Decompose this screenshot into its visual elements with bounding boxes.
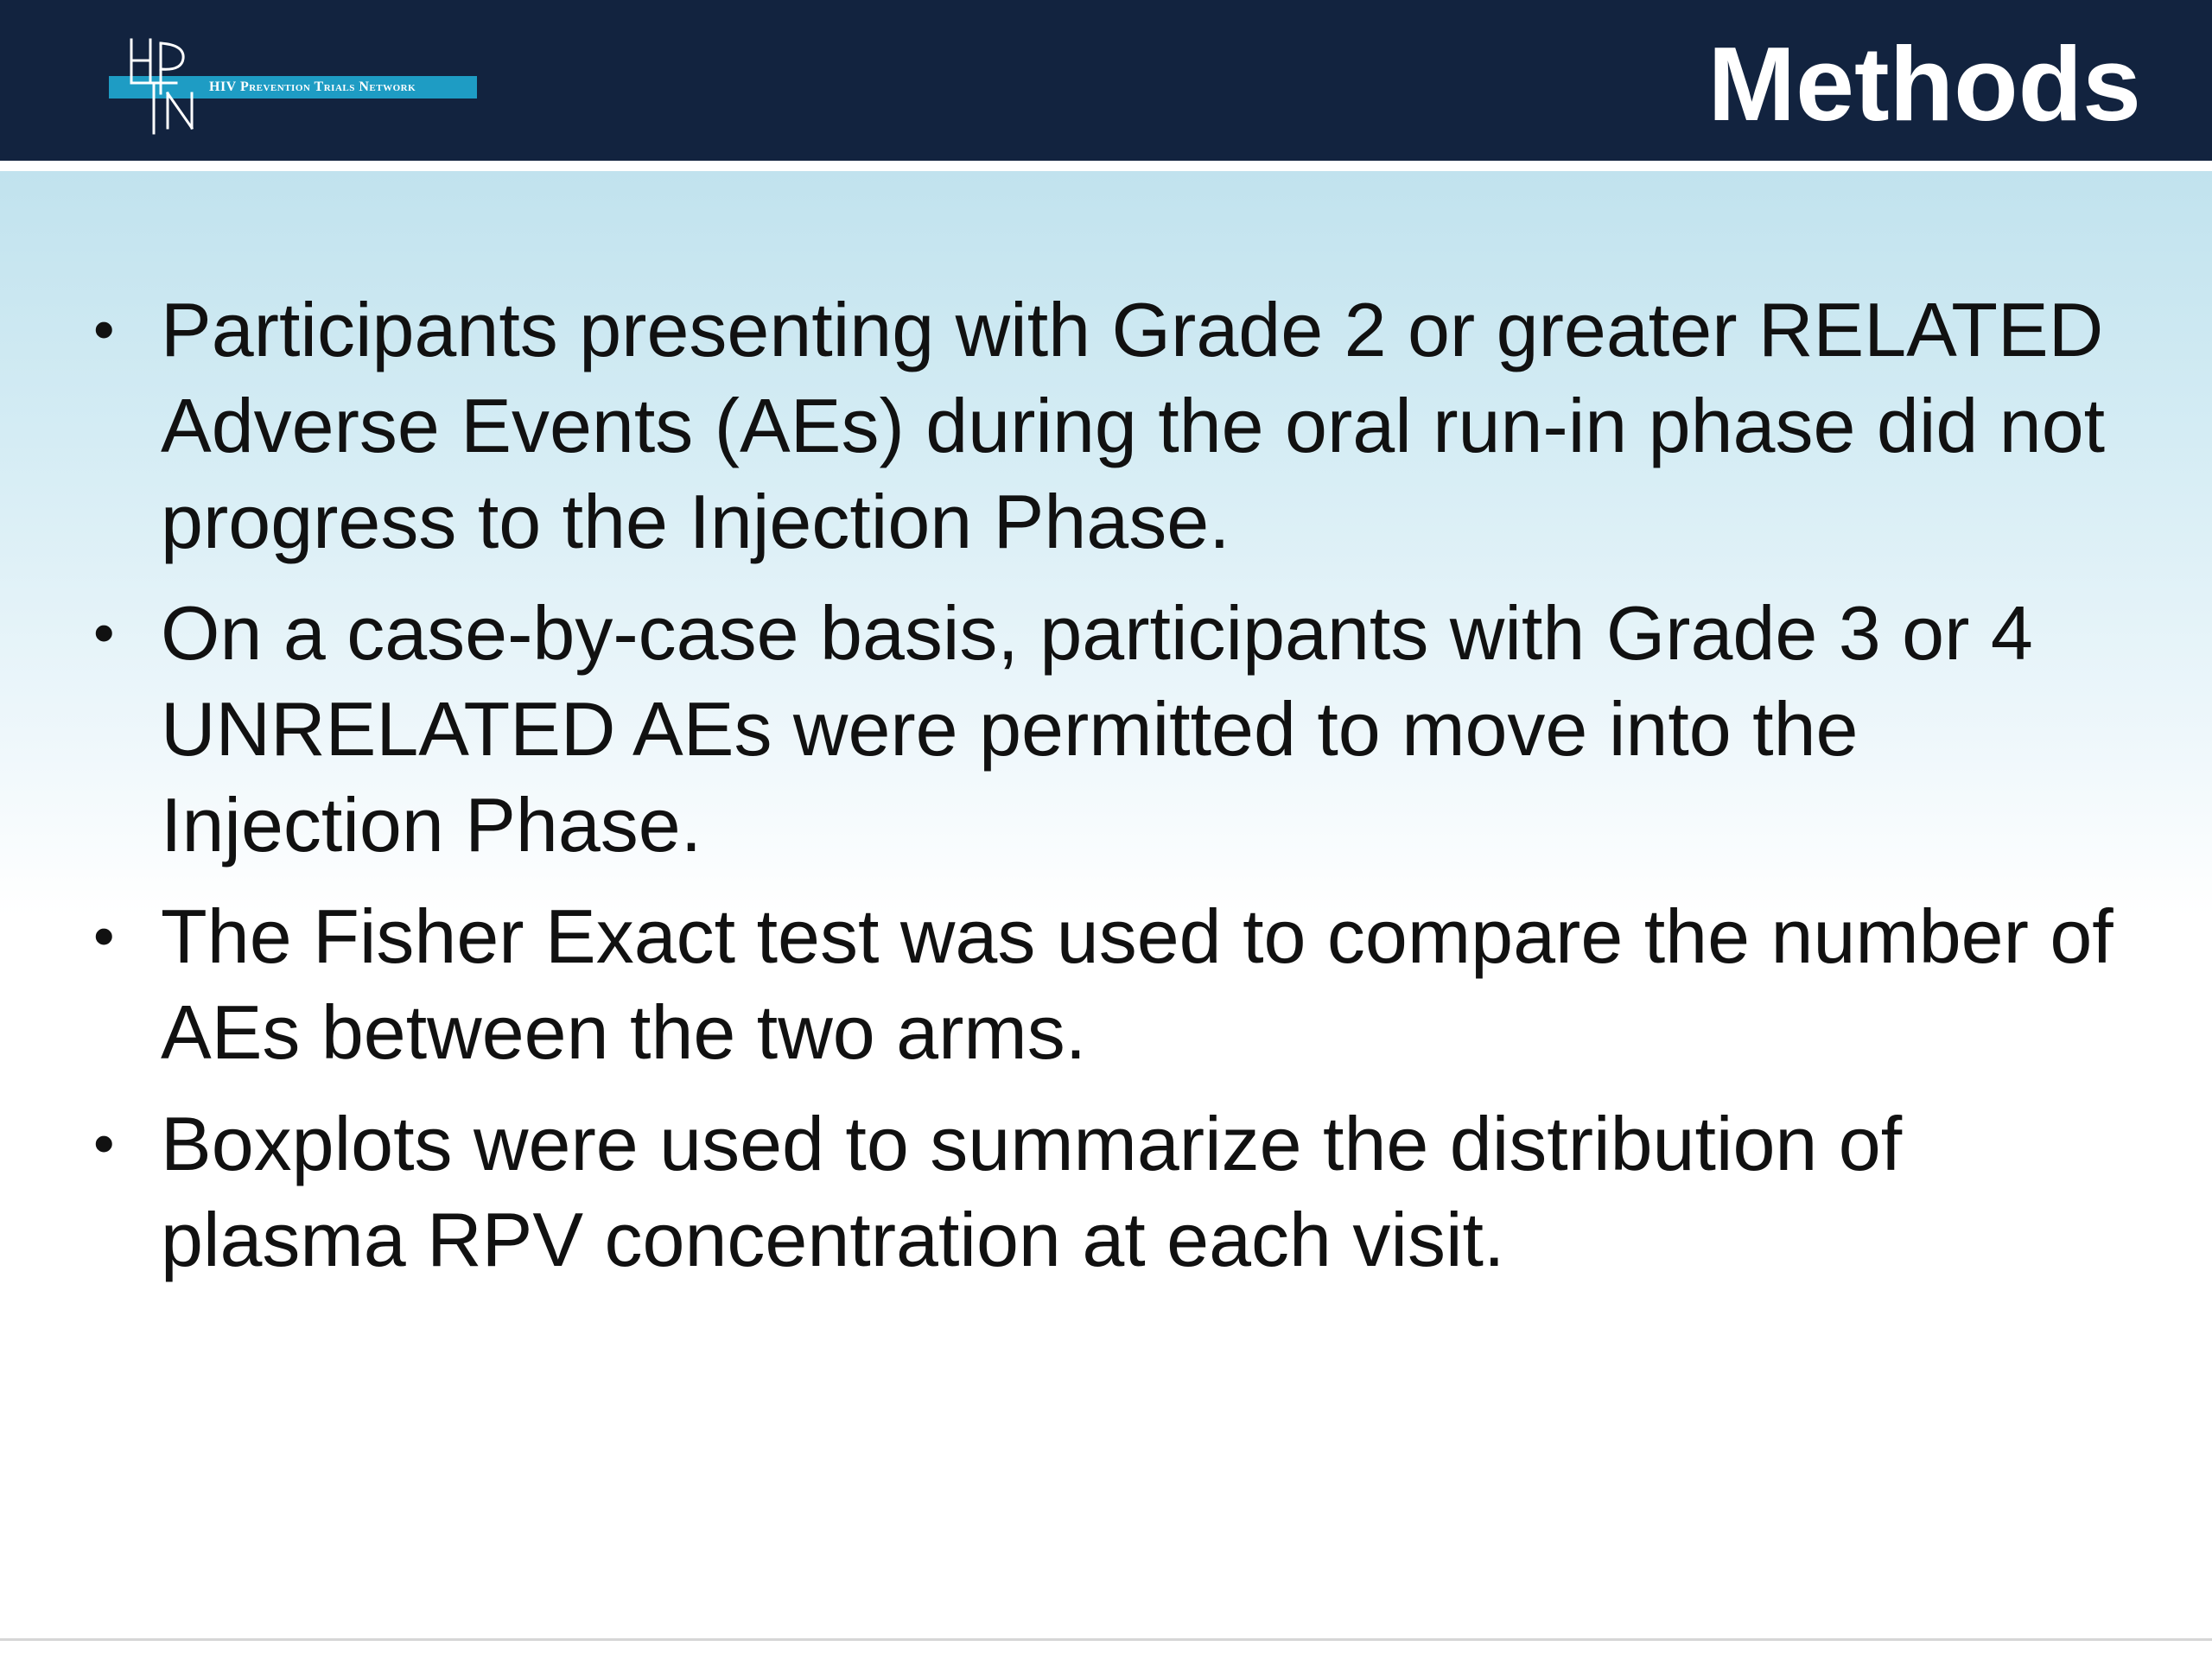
logo-text: HIV Prevention Trials Network [209,79,416,94]
bullet-dot-icon: • [93,296,115,363]
bullet-text: Boxplots were used to summarize the distribution of plasma RPV concentration at each visit. [161,1101,1903,1282]
bullet-dot-icon: • [93,902,115,969]
bullet-text: Participants presenting with Grade 2 or greater RELATED Adverse Events (AEs) during the oral run-in phase did not progress to the Injection Phase. [161,287,2106,564]
bullet-list [86,282,2160,1303]
bullet-dot-icon: • [93,599,115,666]
slide-title: Methods [1707,25,2141,143]
bullet-item [86,888,2160,1080]
bullet-item [86,282,2160,569]
bullet-item [86,585,2160,873]
slide-bottom-border [0,1638,2212,1641]
bullet-text: The Fisher Exact test was used to compare the number of AEs between the two arms. [161,893,2113,1075]
bullet-text: On a case-by-case basis, participants with Grade 3 or 4 UNRELATED AEs were permitted to move into the Injection Phase. [161,590,2033,868]
header-divider [0,161,2212,171]
bullet-item [86,1096,2160,1287]
bullet-dot-icon: • [93,1109,115,1177]
header-bar [0,0,2212,161]
hptn-logo [109,33,480,137]
